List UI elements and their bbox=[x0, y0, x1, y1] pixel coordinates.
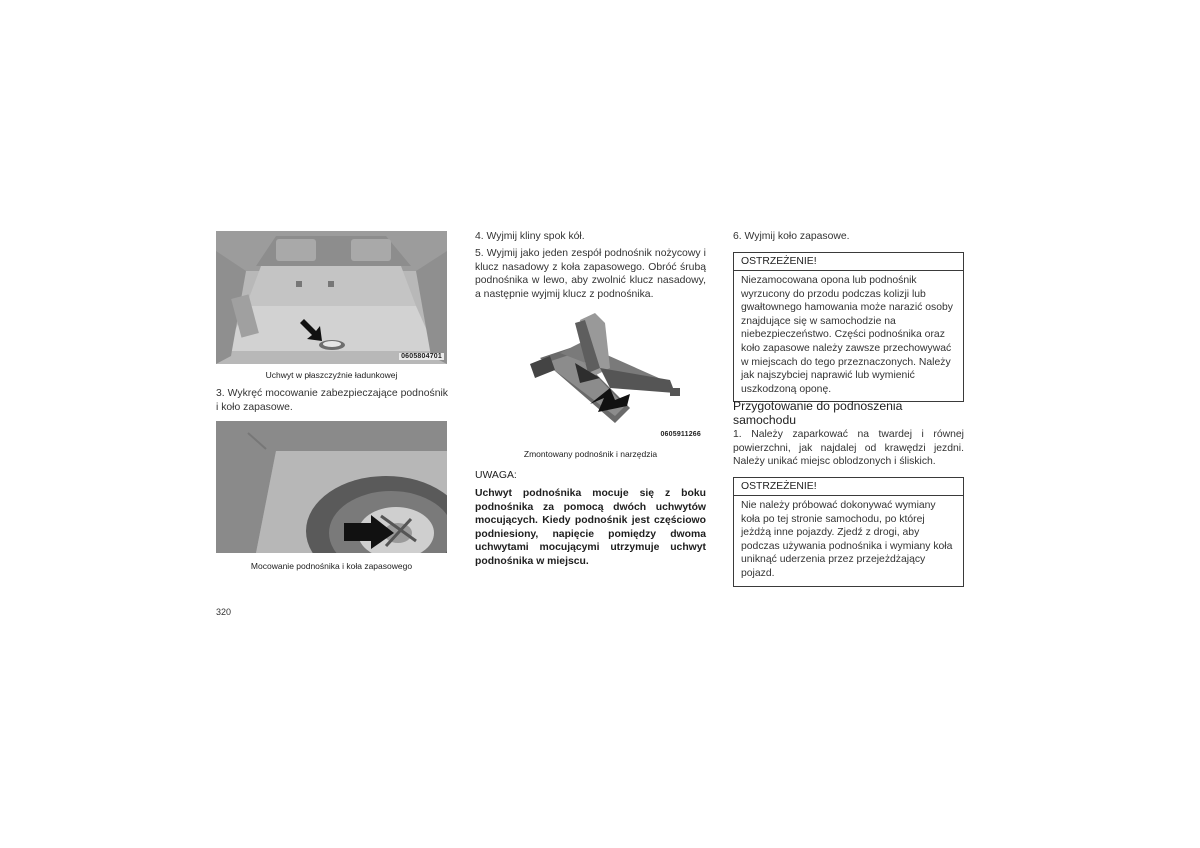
section-heading: Przygotowanie do podnoszenia samochodu bbox=[733, 399, 903, 427]
figure-caption: Mocowanie podnośnika i koła zapasowego bbox=[250, 561, 413, 571]
step-5: 5. Wyjmij jako jeden zespół podnośnik nożycowy i klucz nasadowy z koła zapasowego. Obróć śrubą podnośnika w lewo, aby zwolnić klucz nasadowy, a następnie wyjmij klucz z podnośnika. bbox=[475, 248, 706, 300]
warning-title: OSTRZEŻENIE! bbox=[734, 253, 963, 271]
figure-code: 0605911266 bbox=[660, 431, 701, 438]
note-text: Uchwyt podnośnika mocuje się z boku podnośnika za pomocą dwóch uchwytów mocujących. Kiedy podnośnik jest częściowo podniesiony, napięcie pomiędzy dwoma uchwytami mocującymi utrzymuje uchwyt podnośnika w miejscu. bbox=[475, 488, 706, 567]
scissor-jack-illustration bbox=[520, 308, 705, 440]
scissor-jack-photo bbox=[520, 308, 705, 440]
step-1: 1. Należy zaparkować na twardej i równej powierzchni, jak najdalej od krawędzi jezdni. Należy unikać miejsc oblodzonych i śliskich. bbox=[733, 429, 964, 468]
warning-text: Niezamocowana opona lub podnośnik wyrzucony do przodu podczas kolizji lub gwałtownego hamowania może narazić osoby znajdujące się w samochodzie na niebezpieczeństwo. Części podnośnika oraz koło zapasowe należy zawsze przechowywać w miejscach do tego przeznaczonych. Należy jak najszybciej naprawić lub wymienić uszkodzoną oponę. bbox=[741, 275, 953, 395]
warning-box bbox=[733, 252, 964, 402]
figure-caption: Uchwyt w płaszczyźnie ładunkowej bbox=[265, 370, 398, 380]
spare-wheel-illustration bbox=[216, 421, 447, 553]
cargo-area-illustration bbox=[216, 231, 447, 364]
step-6: 6. Wyjmij koło zapasowe. bbox=[733, 231, 850, 242]
step-3: 3. Wykręć mocowanie zabezpieczające podnośnik i koło zapasowe. bbox=[216, 388, 448, 413]
figure-caption: Zmontowany podnośnik i narzędzia bbox=[523, 449, 658, 459]
figure-code: 0605804701 bbox=[401, 353, 442, 360]
cargo-area-photo bbox=[216, 231, 447, 364]
warning-text: Nie należy próbować dokonywać wymiany koła po tej stronie samochodu, po której jeżdżą inne pojazdy. Zjedź z drogi, aby podczas używania podnośnika i wymiany koła uniknąć uderzenia przez przejeżdżający pojazd. bbox=[741, 500, 953, 579]
spare-wheel-photo bbox=[216, 421, 447, 553]
note-label: UWAGA: bbox=[475, 470, 517, 481]
page-number: 320 bbox=[216, 607, 232, 617]
warning-box bbox=[733, 477, 964, 587]
step-4: 4. Wyjmij kliny spok kół. bbox=[475, 231, 585, 242]
warning-title: OSTRZEŻENIE! bbox=[734, 478, 963, 496]
